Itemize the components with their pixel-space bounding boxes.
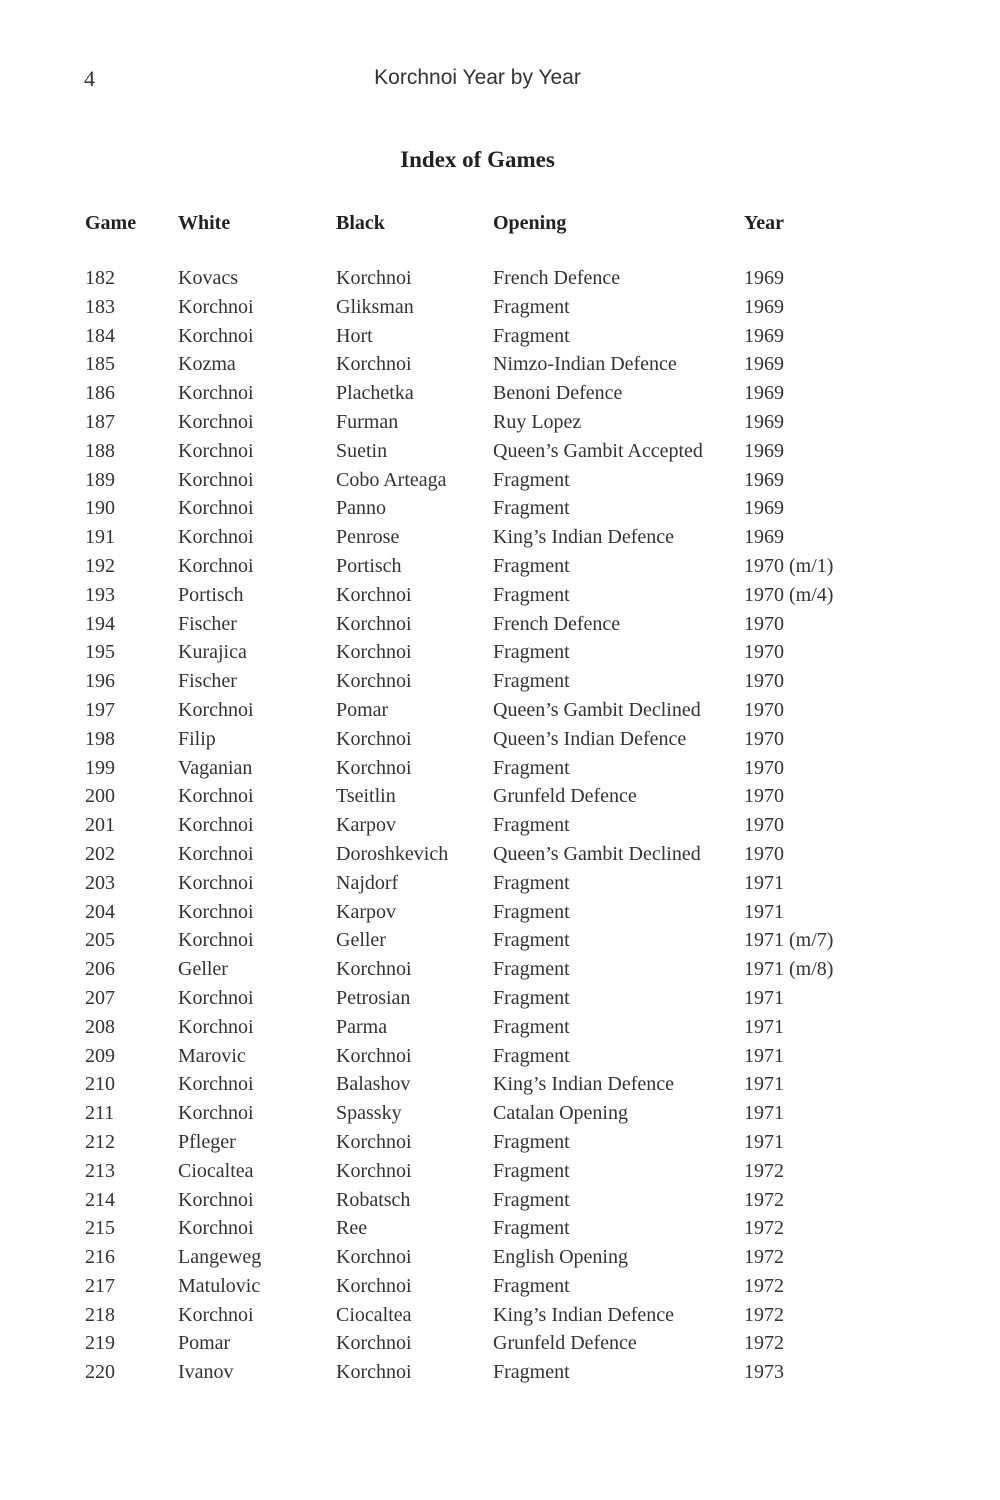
black-player-cell: Korchnoi (336, 727, 412, 750)
table-row (85, 494, 884, 523)
black-player-cell: Cobo Arteaga (336, 468, 447, 491)
game-number-cell: 208 (85, 1015, 115, 1038)
table-row (85, 667, 884, 696)
game-number-cell: 194 (85, 612, 115, 635)
table-row (85, 754, 884, 783)
game-number-cell: 192 (85, 554, 115, 577)
table-row (85, 610, 884, 639)
white-player-cell: Langeweg (178, 1246, 262, 1269)
table-row (85, 1329, 884, 1358)
games-index-table (85, 206, 884, 1387)
black-player-cell: Ciocaltea (336, 1303, 412, 1326)
table-row (85, 581, 884, 610)
game-number-cell: 217 (85, 1274, 115, 1297)
table-header (85, 206, 884, 264)
black-player-cell: Portisch (336, 554, 402, 577)
game-number-cell: 189 (85, 468, 115, 491)
game-number-cell: 183 (85, 295, 115, 318)
white-player-cell: Korchnoi (178, 1188, 254, 1211)
table-row (85, 1099, 884, 1128)
black-player-cell: Suetin (336, 439, 388, 462)
opening-cell: Benoni Defence (493, 382, 623, 405)
opening-cell: Fragment (493, 324, 570, 347)
header-row (85, 206, 884, 240)
opening-cell: Fragment (493, 1044, 570, 1067)
white-player-cell: Filip (178, 727, 216, 750)
year-cell: 1969 (744, 324, 784, 347)
black-player-cell: Korchnoi (336, 958, 412, 981)
opening-cell: King’s Indian Defence (493, 1073, 675, 1096)
opening-cell: King’s Indian Defence (493, 1303, 675, 1326)
year-cell: 1970 (744, 641, 784, 664)
opening-cell: Fragment (493, 756, 570, 779)
white-player-cell: Korchnoi (178, 785, 254, 808)
opening-cell: Fragment (493, 929, 570, 952)
column-header-white: White (178, 211, 231, 234)
black-player-cell: Geller (336, 929, 386, 952)
opening-cell: English Opening (493, 1246, 628, 1269)
opening-cell: Fragment (493, 986, 570, 1009)
white-player-cell: Korchnoi (178, 698, 254, 721)
year-cell: 1970 (m/1) (744, 554, 834, 577)
table-row (85, 1013, 884, 1042)
game-number-cell: 193 (85, 583, 115, 606)
year-cell: 1969 (744, 410, 784, 433)
table-row (85, 782, 884, 811)
white-player-cell: Pomar (178, 1332, 231, 1355)
black-player-cell: Hort (336, 324, 373, 347)
year-cell: 1969 (744, 439, 784, 462)
white-player-cell: Matulovic (178, 1274, 261, 1297)
white-player-cell: Korchnoi (178, 295, 254, 318)
black-player-cell: Petrosian (336, 986, 411, 1009)
year-cell: 1972 (744, 1332, 784, 1355)
black-player-cell: Korchnoi (336, 1159, 412, 1182)
column-header-black: Black (336, 211, 385, 234)
game-number-cell: 199 (85, 756, 115, 779)
game-number-cell: 190 (85, 497, 115, 520)
white-player-cell: Korchnoi (178, 986, 254, 1009)
year-cell: 1969 (744, 526, 784, 549)
black-player-cell: Karpov (336, 900, 396, 923)
black-player-cell: Balashov (336, 1073, 411, 1096)
white-player-cell: Korchnoi (178, 382, 254, 405)
column-header-opening: Opening (493, 211, 567, 234)
year-cell: 1970 (744, 727, 784, 750)
opening-cell: Queen’s Gambit Declined (493, 842, 701, 865)
white-player-cell: Pfleger (178, 1130, 236, 1153)
game-number-cell: 220 (85, 1361, 115, 1384)
opening-cell: Fragment (493, 295, 570, 318)
opening-cell: French Defence (493, 267, 621, 289)
column-header-year: Year (744, 211, 784, 234)
game-number-cell: 202 (85, 842, 115, 865)
white-player-cell: Marovic (178, 1044, 246, 1067)
black-player-cell: Karpov (336, 814, 396, 837)
white-player-cell: Kurajica (178, 641, 247, 664)
opening-cell: Fragment (493, 641, 570, 664)
year-cell: 1971 (m/8) (744, 958, 834, 981)
white-player-cell: Korchnoi (178, 814, 254, 837)
black-player-cell: Korchnoi (336, 612, 412, 635)
year-cell: 1972 (744, 1303, 784, 1326)
white-player-cell: Korchnoi (178, 842, 254, 865)
table-row (85, 811, 884, 840)
column-header-game: Game (85, 211, 137, 234)
white-player-cell: Korchnoi (178, 439, 254, 462)
opening-cell: Fragment (493, 1015, 570, 1038)
white-player-cell: Kovacs (178, 267, 238, 289)
year-cell: 1972 (744, 1246, 784, 1269)
game-number-cell: 197 (85, 698, 115, 721)
opening-cell: Ruy Lopez (493, 410, 582, 433)
black-player-cell: Penrose (336, 526, 400, 549)
game-number-cell: 206 (85, 958, 115, 981)
opening-cell: Fragment (493, 814, 570, 837)
white-player-cell: Korchnoi (178, 871, 254, 894)
year-cell: 1971 (744, 871, 784, 894)
black-player-cell: Korchnoi (336, 1332, 412, 1355)
game-number-cell: 212 (85, 1130, 115, 1153)
opening-cell: Grunfeld Defence (493, 1332, 637, 1355)
white-player-cell: Korchnoi (178, 1303, 254, 1326)
game-number-cell: 186 (85, 382, 115, 405)
table-row (85, 523, 884, 552)
game-number-cell: 216 (85, 1246, 115, 1269)
game-number-cell: 210 (85, 1073, 115, 1096)
table-row (85, 955, 884, 984)
game-number-cell: 195 (85, 641, 115, 664)
black-player-cell: Korchnoi (336, 1044, 412, 1067)
white-player-cell: Fischer (178, 670, 237, 693)
table-row (85, 1358, 884, 1387)
table-row (85, 466, 884, 495)
year-cell: 1969 (744, 468, 784, 491)
year-cell: 1971 (744, 1073, 784, 1096)
black-player-cell: Pomar (336, 698, 389, 721)
table-row (85, 1214, 884, 1243)
opening-cell: King’s Indian Defence (493, 526, 675, 549)
white-player-cell: Korchnoi (178, 900, 254, 923)
black-player-cell: Furman (336, 410, 399, 433)
white-player-cell: Ivanov (178, 1361, 234, 1384)
year-cell: 1971 (744, 986, 784, 1009)
game-number-cell: 219 (85, 1332, 115, 1355)
white-player-cell: Korchnoi (178, 526, 254, 549)
table-row (85, 1243, 884, 1272)
opening-cell: Fragment (493, 871, 570, 894)
table-row (85, 1128, 884, 1157)
white-player-cell: Korchnoi (178, 468, 254, 491)
spacer-cell (85, 240, 884, 264)
black-player-cell: Korchnoi (336, 267, 412, 289)
white-player-cell: Korchnoi (178, 929, 254, 952)
game-number-cell: 188 (85, 439, 115, 462)
table-row (85, 437, 884, 466)
black-player-cell: Korchnoi (336, 641, 412, 664)
table-row (85, 1157, 884, 1186)
opening-cell: Catalan Opening (493, 1102, 628, 1125)
year-cell: 1969 (744, 382, 784, 405)
year-cell: 1970 (744, 698, 784, 721)
opening-cell: Fragment (493, 1188, 570, 1211)
game-number-cell: 201 (85, 814, 115, 837)
table-row (85, 696, 884, 725)
year-cell: 1970 (744, 842, 784, 865)
white-player-cell: Geller (178, 958, 228, 981)
year-cell: 1971 (m/7) (744, 929, 834, 952)
opening-cell: Fragment (493, 1217, 570, 1240)
year-cell: 1971 (744, 1130, 784, 1153)
table-row (85, 926, 884, 955)
game-number-cell: 203 (85, 871, 115, 894)
year-cell: 1969 (744, 353, 784, 376)
white-player-cell: Korchnoi (178, 1102, 254, 1125)
opening-cell: Fragment (493, 1361, 570, 1384)
black-player-cell: Ree (336, 1217, 368, 1240)
table-row (85, 898, 884, 927)
opening-cell: Fragment (493, 670, 570, 693)
year-cell: 1970 (744, 785, 784, 808)
page-number: 4 (84, 66, 95, 91)
table-row (85, 1301, 884, 1330)
year-cell: 1970 (m/4) (744, 583, 834, 606)
year-cell: 1970 (744, 756, 784, 779)
table-row (85, 1042, 884, 1071)
white-player-cell: Kozma (178, 353, 236, 376)
black-player-cell: Korchnoi (336, 1361, 412, 1384)
table-row (85, 638, 884, 667)
game-number-cell: 200 (85, 785, 115, 808)
header-spacer (85, 240, 884, 264)
white-player-cell: Vaganian (178, 756, 253, 779)
opening-cell: Fragment (493, 1274, 570, 1297)
white-player-cell: Korchnoi (178, 324, 254, 347)
year-cell: 1969 (744, 497, 784, 520)
black-player-cell: Korchnoi (336, 583, 412, 606)
game-number-cell: 187 (85, 410, 115, 433)
opening-cell: Fragment (493, 1159, 570, 1182)
white-player-cell: Korchnoi (178, 410, 254, 433)
game-number-cell: 214 (85, 1188, 115, 1211)
black-player-cell: Plachetka (336, 382, 414, 405)
table-row (85, 984, 884, 1013)
black-player-cell: Robatsch (336, 1188, 411, 1211)
black-player-cell: Doroshkevich (336, 842, 449, 865)
table-row (85, 725, 884, 754)
game-number-cell: 198 (85, 727, 115, 750)
opening-cell: Fragment (493, 468, 570, 491)
table-row (85, 408, 884, 437)
black-player-cell: Tseitlin (336, 785, 396, 808)
black-player-cell: Korchnoi (336, 1274, 412, 1297)
year-cell: 1973 (744, 1361, 784, 1384)
table-row (85, 379, 884, 408)
opening-cell: Queen’s Gambit Declined (493, 698, 701, 721)
table-row (85, 840, 884, 869)
opening-cell: Fragment (493, 958, 570, 981)
white-player-cell: Korchnoi (178, 554, 254, 577)
opening-cell: Fragment (493, 554, 570, 577)
game-number-cell: 218 (85, 1303, 115, 1326)
black-player-cell: Gliksman (336, 295, 414, 318)
opening-cell: Fragment (493, 583, 570, 606)
black-player-cell: Korchnoi (336, 756, 412, 779)
table-row (85, 1186, 884, 1215)
black-player-cell: Korchnoi (336, 1246, 412, 1269)
black-player-cell: Korchnoi (336, 670, 412, 693)
opening-cell: Nimzo-Indian Defence (493, 353, 677, 376)
table-row (85, 264, 884, 293)
opening-cell: Grunfeld Defence (493, 785, 637, 808)
year-cell: 1971 (744, 900, 784, 923)
game-number-cell: 205 (85, 929, 115, 952)
year-cell: 1970 (744, 612, 784, 635)
opening-cell: French Defence (493, 612, 621, 635)
table-row (85, 322, 884, 351)
black-player-cell: Parma (336, 1015, 388, 1038)
game-number-cell: 211 (85, 1102, 115, 1125)
year-cell: 1971 (744, 1102, 784, 1125)
table-row (85, 552, 884, 581)
year-cell: 1969 (744, 295, 784, 318)
game-number-cell: 215 (85, 1217, 115, 1240)
year-cell: 1972 (744, 1159, 784, 1182)
table-row (85, 1070, 884, 1099)
game-number-cell: 184 (85, 324, 115, 347)
table-row (85, 1272, 884, 1301)
year-cell: 1970 (744, 670, 784, 693)
opening-cell: Fragment (493, 900, 570, 923)
game-number-cell: 196 (85, 670, 115, 693)
year-cell: 1972 (744, 1274, 784, 1297)
table-body (85, 264, 884, 1387)
year-cell: 1970 (744, 814, 784, 837)
game-number-cell: 191 (85, 526, 115, 549)
game-number-cell: 182 (85, 267, 115, 289)
game-number-cell: 209 (85, 1044, 115, 1067)
black-player-cell: Spassky (336, 1102, 402, 1125)
game-number-cell: 207 (85, 986, 115, 1009)
year-cell: 1972 (744, 1188, 784, 1211)
white-player-cell: Korchnoi (178, 497, 254, 520)
year-cell: 1971 (744, 1015, 784, 1038)
white-player-cell: Fischer (178, 612, 237, 635)
game-number-cell: 213 (85, 1159, 115, 1182)
opening-cell: Queen’s Gambit Accepted (493, 439, 703, 462)
running-head: Korchnoi Year by Year (374, 66, 581, 89)
table-row (85, 869, 884, 898)
game-number-cell: 204 (85, 900, 115, 923)
page-title: Index of Games (400, 147, 555, 172)
year-cell: 1969 (744, 267, 784, 289)
black-player-cell: Korchnoi (336, 353, 412, 376)
opening-cell: Fragment (493, 497, 570, 520)
white-player-cell: Portisch (178, 583, 244, 606)
white-player-cell: Korchnoi (178, 1015, 254, 1038)
opening-cell: Fragment (493, 1130, 570, 1153)
opening-cell: Queen’s Indian Defence (493, 727, 687, 750)
black-player-cell: Najdorf (336, 871, 399, 894)
year-cell: 1972 (744, 1217, 784, 1240)
game-number-cell: 185 (85, 353, 115, 376)
year-cell: 1971 (744, 1044, 784, 1067)
table-row (85, 350, 884, 379)
black-player-cell: Korchnoi (336, 1130, 412, 1153)
table-row (85, 293, 884, 322)
black-player-cell: Panno (336, 497, 386, 520)
white-player-cell: Ciocaltea (178, 1159, 254, 1182)
white-player-cell: Korchnoi (178, 1217, 254, 1240)
white-player-cell: Korchnoi (178, 1073, 254, 1096)
